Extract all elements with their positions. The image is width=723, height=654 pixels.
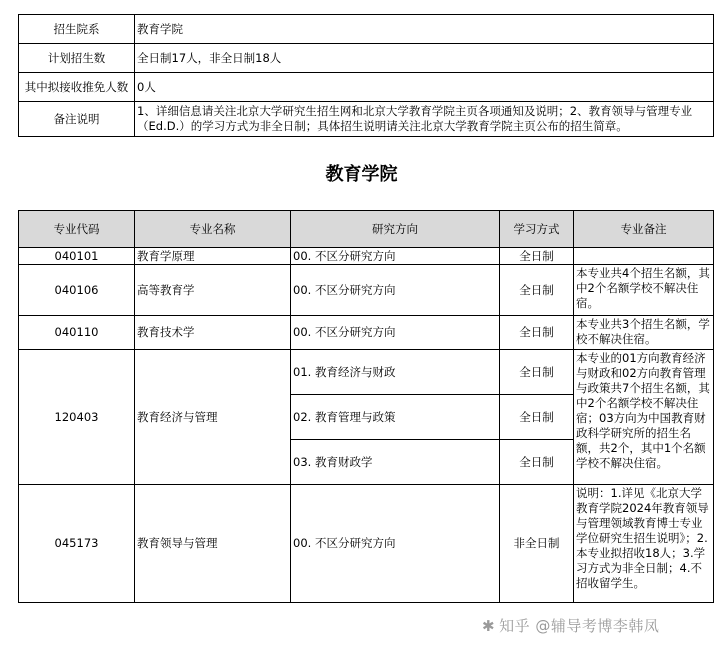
major-note: 本专业共4个招生名额，其中2个名额学校不解决住宿。	[574, 265, 714, 316]
table-row	[19, 350, 714, 395]
info-label: 计划招生数	[19, 44, 135, 73]
major-mode: 全日制	[500, 395, 574, 440]
major-code: 040106	[19, 265, 135, 316]
table-row	[19, 248, 714, 265]
major-note: 说明：1.详见《北京大学教育学院2024年教育领导与管理领域教育博士专业学位研究生招生说明》；2.本专业拟招收18人；3.学习方式为非全日制；4.不招收留学生。	[574, 485, 714, 603]
major-direction: 00. 不区分研究方向	[291, 248, 500, 265]
table-row	[19, 485, 714, 603]
info-row-recommended	[19, 73, 714, 102]
major-table	[18, 210, 714, 603]
watermark-text: 知乎 @辅导考博李韩凤	[499, 617, 660, 635]
info-label: 招生院系	[19, 15, 135, 44]
table-row	[19, 265, 714, 316]
major-name: 教育学原理	[135, 248, 291, 265]
major-direction: 00. 不区分研究方向	[291, 316, 500, 350]
info-value: 0人	[135, 73, 714, 102]
table-header-row	[19, 211, 714, 248]
major-mode: 全日制	[500, 350, 574, 395]
major-direction: 00. 不区分研究方向	[291, 265, 500, 316]
major-direction: 00. 不区分研究方向	[291, 485, 500, 603]
info-label: 备注说明	[19, 102, 135, 137]
header-note: 专业备注	[574, 211, 714, 248]
major-code: 120403	[19, 350, 135, 485]
info-row-remarks	[19, 102, 714, 137]
header-direction: 研究方向	[291, 211, 500, 248]
major-mode: 全日制	[500, 248, 574, 265]
major-note	[574, 248, 714, 265]
major-mode: 非全日制	[500, 485, 574, 603]
major-mode: 全日制	[500, 316, 574, 350]
info-row-plan	[19, 44, 714, 73]
info-table	[18, 14, 714, 137]
major-mode: 全日制	[500, 265, 574, 316]
watermark	[482, 615, 659, 636]
major-note: 本专业共3个招生名额，学校不解决住宿。	[574, 316, 714, 350]
major-note: 本专业的01方向教育经济与财政和02方向教育管理与政策共7个招生名额，其中2个名额学校不解决住宿；03方向为中国教育财政科学研究所的招生名额，共2个，其中1个名额学校不解决住宿。	[574, 350, 714, 485]
major-code: 040101	[19, 248, 135, 265]
major-name: 教育技术学	[135, 316, 291, 350]
major-name: 教育领导与管理	[135, 485, 291, 603]
header-name: 专业名称	[135, 211, 291, 248]
page-title: 教育学院	[325, 164, 398, 185]
info-value: 教育学院	[135, 15, 714, 44]
major-direction: 03. 教育财政学	[291, 440, 500, 485]
major-direction: 01. 教育经济与财政	[291, 350, 500, 395]
major-name: 高等教育学	[135, 265, 291, 316]
major-mode: 全日制	[500, 440, 574, 485]
header-code: 专业代码	[19, 211, 135, 248]
major-code: 045173	[19, 485, 135, 603]
zhihu-logo-icon: ✱	[482, 617, 496, 635]
info-value: 1、详细信息请关注北京大学研究生招生网和北京大学教育学院主页各项通知及说明；2、教育领导与管理专业（Ed.D.）的学习方式为非全日制；具体招生说明请关注北京大学教育学院主页公布的招生简章。	[135, 102, 714, 137]
info-label: 其中拟接收推免人数	[19, 73, 135, 102]
table-row	[19, 316, 714, 350]
major-code: 040110	[19, 316, 135, 350]
major-direction: 02. 教育管理与政策	[291, 395, 500, 440]
header-mode: 学习方式	[500, 211, 574, 248]
info-value: 全日制17人，非全日制18人	[135, 44, 714, 73]
info-row-department	[19, 15, 714, 44]
major-name: 教育经济与管理	[135, 350, 291, 485]
